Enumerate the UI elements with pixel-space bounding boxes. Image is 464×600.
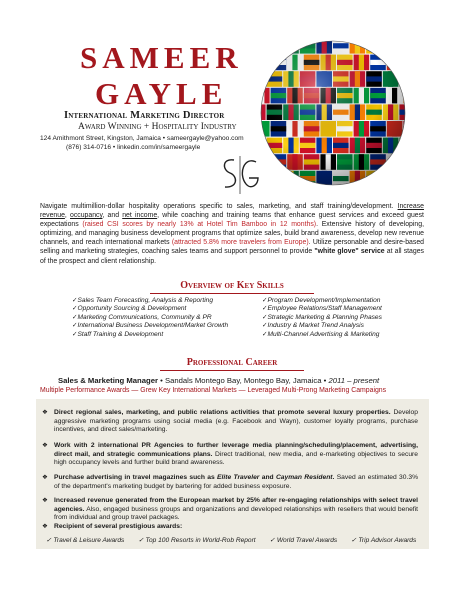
address-line: 124 Amithmont Street, Kingston, Jamaica • sameergayle@yahoo.com [40, 135, 244, 142]
flag-stripe [258, 104, 260, 120]
flag-tile [383, 171, 399, 187]
flag-stripe [399, 176, 408, 181]
achievement-bullet: ❖ Work with 2 international PR Agencies to further leverage media planning/scheduling/placement, advertising, direct mail, and strategic communications plans. Direct traditional, new media, and e-marketing objectives to secure high occupancy levels and further build brand awareness. [54, 442, 418, 468]
skills-heading-rule [150, 293, 314, 294]
professional-summary: Navigate multimillion-dollar hospitality operations specific to sales, marketing, and staff training/development. Increase revenue, occupancy, and net income, while coaching and training teams that enhance guest services and exceed guest expectations (raised CSI scores by nearly 13% at Hotel Tim Bamboo in 12 months). Extensive history of developing, optimizing, and managing business development programs that optimize sales, build brand awareness, develop new revenue channels, and reach international markets (attracted 5.8% more travelers from Europe). Utilize personable and desire-based selling and marketing strategies, coaching sales teams and support personnel to provide "white glove" service at all stages of the prospect and client relationship. [40, 203, 425, 265]
globe-flags-image [258, 38, 408, 188]
flag-tile [258, 138, 266, 154]
skills-list-left [72, 297, 247, 339]
name-first: SAMEER [80, 40, 243, 75]
flag-stripe [288, 38, 293, 54]
award-item: ✓ World Travel Awards [269, 537, 338, 544]
skill-item: ✓ Multi-Channel Advertising & Marketing [262, 331, 437, 339]
flag-stripe [399, 76, 408, 81]
flag-stripe [388, 38, 393, 54]
flag-stripe [403, 126, 408, 131]
career-heading-rule [160, 370, 304, 371]
job-title: Sales & Marketing Manager [58, 376, 158, 385]
flag-stripe [366, 176, 382, 181]
skill-item: ✓ Industry & Market Trend Analysis [262, 322, 437, 330]
flag-stripe [258, 138, 260, 154]
flag-tile [258, 71, 266, 87]
flag-stripe [258, 71, 260, 87]
job-title-heading: International Marketing Director [64, 110, 225, 121]
flag-stripe [403, 159, 408, 164]
achievement-bullet: ❖ Recipient of several prestigious awards: [54, 523, 418, 532]
flag-tile [258, 55, 270, 71]
achievement-bullet: ❖ Purchase advertising in travel magazines such as Elite Traveler and Cayman Resident. Saved an estimated 30.3% of the department's marketing budget by bartering for added business exposure. [54, 474, 418, 491]
award-item: ✓ Trip Advisor Awards [351, 537, 417, 544]
flag-tile [403, 55, 408, 71]
skills-heading: Overview of Key Skills [180, 280, 284, 291]
flag-stripe [392, 154, 397, 170]
flag-stripe [267, 43, 283, 48]
flag-stripe [288, 171, 293, 187]
skill-item: ✓ Strategic Marketing & Planning Phases [262, 314, 437, 322]
skill-item: ✓ Opportunity Sourcing & Development [72, 305, 247, 313]
name-last: GAYLE [95, 76, 228, 111]
flag-tile [399, 71, 408, 87]
awards-list [46, 536, 428, 544]
flag-tile [399, 38, 408, 54]
subtitle: Award Winning + Hospitality Industry [78, 122, 237, 132]
flag-stripe [399, 43, 408, 48]
phone-line: (876) 314-0716 • linkedin.com/in/sameergayle [66, 144, 201, 151]
flag-stripe [258, 38, 260, 54]
flag-stripe [403, 60, 408, 65]
award-item: ✓ Travel & Leisure Awards [46, 537, 125, 544]
career-heading: Professional Career [186, 357, 278, 368]
flag-tile [399, 171, 408, 187]
achievement-bullet: ❖ Increased revenue generated from the European market by 25% after re-engaging relationships with select travel agencies. Also, engaged business groups and organizations and developed relationships with resellers that would benefit from individual and group travel packages. [54, 497, 418, 523]
flag-stripe [259, 55, 264, 71]
skills-list-right [262, 297, 437, 339]
monogram-logo [216, 154, 264, 196]
flag-stripe [399, 143, 408, 148]
flag-stripe [366, 43, 382, 48]
flag-tile [383, 38, 399, 54]
flag-stripe [267, 176, 283, 181]
job-line: Sales & Marketing Manager • Sandals Montego Bay, Montego Bay, Jamaica • 2011 – present [58, 376, 380, 385]
flag-tile [267, 38, 283, 54]
flag-tile [267, 171, 283, 187]
achievement-bullet: ❖ Direct regional sales, marketing, and public relations activities that promote several luxury properties. Develop aggressive marketing programs using social media (e.g. Facebook and Wayn), customer loyalty programs, purchase incentives, and direct sales/marketing. [54, 409, 418, 435]
flag-stripe [403, 93, 408, 98]
flag-tile [399, 138, 408, 154]
skill-item: ✓ Marketing Communications, Community & PR [72, 314, 247, 322]
skill-item: ✓ Employee Relations/Staff Management [262, 305, 437, 313]
flag-stripe [392, 55, 397, 71]
flag-tile [258, 38, 266, 54]
skill-item: ✓ Sales Team Forecasting, Analysis & Reporting [72, 297, 247, 305]
flag-stripe [388, 171, 393, 187]
award-item: ✓ Top 100 Resorts in World-Rob Report [138, 537, 256, 544]
skill-item: ✓ Program Development/Implementation [262, 297, 437, 305]
job-highlights: Multiple Performance Awards — Grew Key International Markets — Leveraged Multi-Prong Marketing Campaigns [40, 387, 387, 394]
skill-item: ✓ International Business Development/Market Growth [72, 322, 247, 330]
job-company: Sandals Montego Bay, Montego Bay, Jamaica [164, 376, 322, 385]
skill-item: ✓ Staff Training & Development [72, 331, 247, 339]
flag-tile [403, 154, 408, 170]
job-dates: 2011 – present [328, 376, 380, 385]
